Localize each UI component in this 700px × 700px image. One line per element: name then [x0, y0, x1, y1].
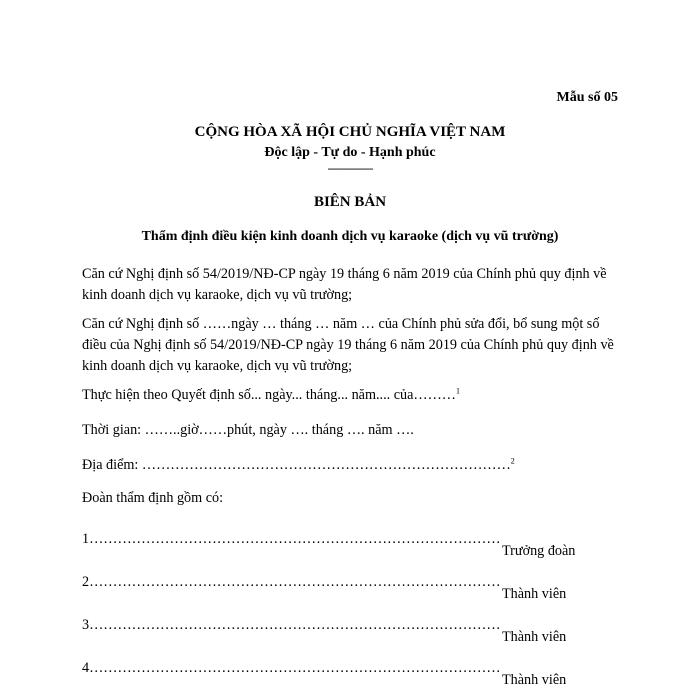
footnote-ref-1: 1 — [456, 386, 460, 396]
decision-line — [82, 385, 622, 406]
decision-text: Thực hiện theo Quyết định số... ngày... tháng... năm.... của……… — [82, 387, 456, 403]
member-role: Thành viên — [502, 586, 567, 602]
member-role: Thành viên — [502, 672, 567, 688]
team-member-1 — [82, 529, 622, 571]
national-motto: Độc lập - Tự do - Hạnh phúc — [264, 145, 436, 160]
team-intro: Đoàn thẩm định gồm có: — [82, 490, 224, 506]
member-name-line: 1…………………………………………………………………………… — [82, 531, 501, 547]
member-name-line: 2…………………………………………………………………………… — [82, 574, 501, 590]
header-divider: --------------- — [327, 161, 373, 175]
member-role: Thành viên — [502, 629, 567, 645]
team-member-3 — [82, 615, 622, 657]
time-line: Thời gian: ……..giờ……phút, ngày …. tháng …. năm …. — [82, 422, 414, 438]
team-member-4 — [82, 658, 622, 700]
member-name-line: 4…………………………………………………………………………… — [82, 660, 501, 676]
document-subtitle: Thẩm định điều kiện kinh doanh dịch vụ karaoke (dịch vụ vũ trường) — [141, 229, 559, 244]
team-member-2 — [82, 572, 622, 614]
legal-basis-paragraph-1: Căn cứ Nghị định số 54/2019/NĐ-CP ngày 19 tháng 6 năm 2019 của Chính phủ quy định về kinh doanh dịch vụ karaoke, dịch vụ vũ trường; — [82, 266, 607, 303]
document-title: BIÊN BẢN — [313, 194, 387, 210]
member-name-line: 3…………………………………………………………………………… — [82, 617, 501, 633]
country-name: CỘNG HÒA XÃ HỘI CHỦ NGHĨA VIỆT NAM — [194, 124, 506, 140]
form-number: Mẫu số 05 — [556, 90, 618, 105]
member-role: Trưởng đoàn — [502, 543, 576, 559]
legal-basis-paragraph-2: Căn cứ Nghị định số ……ngày … tháng … năm … của Chính phủ sửa đổi, bổ sung một số điều của Nghị định số 54/2019/NĐ-CP ngày 19 tháng 6 năm 2019 của Chính phủ quy định về kinh doanh dịch vụ karaoke, dịch vụ vũ trường; — [82, 316, 614, 374]
footnote-ref-2: 2 — [510, 456, 515, 466]
location-text: Địa điểm: …………………………………………………………………… — [82, 457, 511, 473]
location-line — [82, 455, 622, 476]
